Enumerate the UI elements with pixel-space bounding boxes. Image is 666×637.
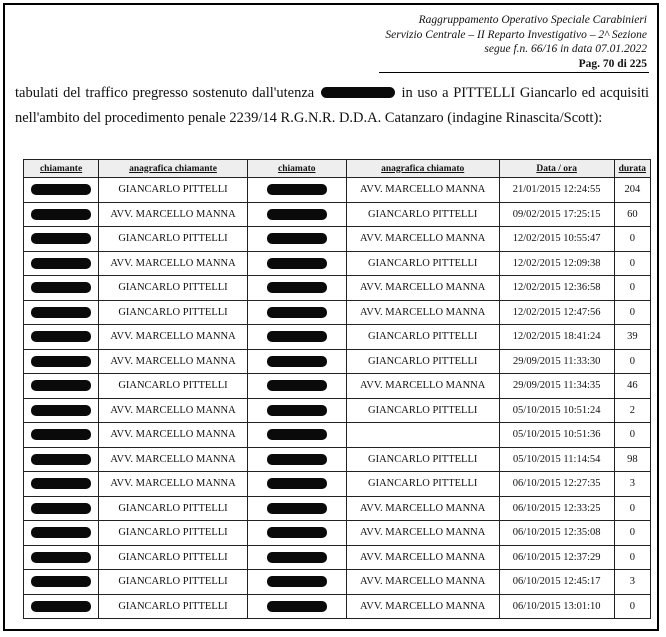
cell-durata: 0	[614, 227, 650, 252]
cell-data-ora: 29/09/2015 11:33:30	[499, 349, 614, 374]
cell-data-ora: 06/10/2015 12:37:29	[499, 545, 614, 570]
cell-durata: 0	[614, 423, 650, 448]
table-row	[24, 325, 651, 350]
redaction-mark	[267, 233, 327, 244]
table-row	[24, 374, 651, 399]
table-row	[24, 178, 651, 203]
cell-data-ora: 06/10/2015 12:35:08	[499, 521, 614, 546]
cell-anagrafica-chiamante: AVV. MARCELLO MANNA	[99, 447, 248, 472]
redaction-mark	[31, 233, 91, 244]
redaction-mark	[31, 331, 91, 342]
cell-chiamato	[247, 374, 346, 399]
cell-chiamante	[24, 251, 99, 276]
cell-chiamante	[24, 594, 99, 619]
cell-anagrafica-chiamante: AVV. MARCELLO MANNA	[99, 325, 248, 350]
cell-durata: 0	[614, 300, 650, 325]
redaction-mark	[31, 184, 91, 195]
redaction-mark	[31, 380, 91, 391]
cell-anagrafica-chiamante: GIANCARLO PITTELLI	[99, 545, 248, 570]
cell-data-ora: 12/02/2015 12:09:38	[499, 251, 614, 276]
cell-chiamato	[247, 545, 346, 570]
cell-chiamante	[24, 496, 99, 521]
redaction-mark	[31, 601, 91, 612]
redaction-mark	[267, 258, 327, 269]
cell-anagrafica-chiamato: AVV. MARCELLO MANNA	[346, 227, 499, 252]
header-line-3: segue f.n. 66/16 in data 07.01.2022	[484, 43, 647, 55]
cell-data-ora: 12/02/2015 18:41:24	[499, 325, 614, 350]
cell-anagrafica-chiamante: GIANCARLO PITTELLI	[99, 178, 248, 203]
col-header-anagrafica-chiamato: anagrafica chiamato	[346, 160, 499, 178]
cell-chiamante	[24, 423, 99, 448]
cell-chiamato	[247, 227, 346, 252]
redaction-mark	[31, 503, 91, 514]
redaction-mark	[267, 282, 327, 293]
cell-chiamato	[247, 178, 346, 203]
redaction-mark	[267, 356, 327, 367]
redaction-mark	[267, 429, 327, 440]
cell-durata: 3	[614, 472, 650, 497]
redaction-mark	[31, 258, 91, 269]
cell-chiamato	[247, 325, 346, 350]
cell-chiamante	[24, 447, 99, 472]
calls-table	[23, 159, 651, 619]
cell-anagrafica-chiamante: GIANCARLO PITTELLI	[99, 374, 248, 399]
redaction-mark	[267, 601, 327, 612]
cell-chiamante	[24, 227, 99, 252]
header-line-1: Raggruppamento Operativo Speciale Carabinieri	[418, 14, 647, 26]
redaction-mark	[31, 576, 91, 587]
col-header-data-ora: Data / ora	[499, 160, 614, 178]
cell-anagrafica-chiamante: AVV. MARCELLO MANNA	[99, 423, 248, 448]
document-header	[385, 13, 647, 71]
redaction-mark	[267, 184, 327, 195]
cell-anagrafica-chiamante: AVV. MARCELLO MANNA	[99, 398, 248, 423]
cell-data-ora: 06/10/2015 12:33:25	[499, 496, 614, 521]
cell-chiamante	[24, 545, 99, 570]
cell-chiamato	[247, 349, 346, 374]
redaction-mark	[267, 552, 327, 563]
cell-anagrafica-chiamato: GIANCARLO PITTELLI	[346, 349, 499, 374]
cell-anagrafica-chiamato: GIANCARLO PITTELLI	[346, 447, 499, 472]
table-header-row	[24, 160, 651, 178]
cell-chiamato	[247, 202, 346, 227]
redaction-mark	[31, 454, 91, 465]
cell-chiamato	[247, 594, 346, 619]
cell-anagrafica-chiamante: GIANCARLO PITTELLI	[99, 521, 248, 546]
header-divider	[379, 72, 649, 73]
col-header-anagrafica-chiamante: anagrafica chiamante	[99, 160, 248, 178]
cell-anagrafica-chiamato: AVV. MARCELLO MANNA	[346, 496, 499, 521]
cell-anagrafica-chiamante: AVV. MARCELLO MANNA	[99, 202, 248, 227]
cell-anagrafica-chiamante: GIANCARLO PITTELLI	[99, 570, 248, 595]
cell-anagrafica-chiamante: AVV. MARCELLO MANNA	[99, 349, 248, 374]
redaction-mark	[31, 478, 91, 489]
cell-anagrafica-chiamante: GIANCARLO PITTELLI	[99, 594, 248, 619]
cell-data-ora: 12/02/2015 10:55:47	[499, 227, 614, 252]
cell-chiamante	[24, 276, 99, 301]
cell-data-ora: 12/02/2015 12:47:56	[499, 300, 614, 325]
table-row	[24, 423, 651, 448]
redaction-mark	[31, 282, 91, 293]
cell-data-ora: 09/02/2015 17:25:15	[499, 202, 614, 227]
table-row	[24, 227, 651, 252]
cell-durata: 0	[614, 349, 650, 374]
redaction-mark	[31, 552, 91, 563]
cell-durata: 2	[614, 398, 650, 423]
cell-chiamato	[247, 472, 346, 497]
cell-chiamato	[247, 398, 346, 423]
col-header-durata: durata	[614, 160, 650, 178]
cell-anagrafica-chiamato: GIANCARLO PITTELLI	[346, 472, 499, 497]
table-row	[24, 202, 651, 227]
redaction-mark	[31, 429, 91, 440]
cell-durata: 0	[614, 521, 650, 546]
cell-anagrafica-chiamante: GIANCARLO PITTELLI	[99, 496, 248, 521]
cell-anagrafica-chiamante: GIANCARLO PITTELLI	[99, 276, 248, 301]
table-row	[24, 521, 651, 546]
redaction-mark	[267, 478, 327, 489]
cell-durata: 0	[614, 251, 650, 276]
cell-anagrafica-chiamato: GIANCARLO PITTELLI	[346, 398, 499, 423]
cell-durata: 98	[614, 447, 650, 472]
cell-anagrafica-chiamato: AVV. MARCELLO MANNA	[346, 521, 499, 546]
cell-data-ora: 06/10/2015 12:27:35	[499, 472, 614, 497]
cell-anagrafica-chiamato	[346, 423, 499, 448]
cell-chiamante	[24, 325, 99, 350]
cell-durata: 46	[614, 374, 650, 399]
cell-anagrafica-chiamato: AVV. MARCELLO MANNA	[346, 300, 499, 325]
cell-durata: 39	[614, 325, 650, 350]
cell-anagrafica-chiamato: AVV. MARCELLO MANNA	[346, 594, 499, 619]
cell-durata: 0	[614, 496, 650, 521]
cell-data-ora: 05/10/2015 10:51:36	[499, 423, 614, 448]
cell-chiamante	[24, 521, 99, 546]
table-row	[24, 349, 651, 374]
header-line-2: Servizio Centrale – II Reparto Investigativo – 2^ Sezione	[385, 28, 647, 41]
cell-anagrafica-chiamato: GIANCARLO PITTELLI	[346, 325, 499, 350]
cell-chiamato	[247, 447, 346, 472]
cell-chiamato	[247, 496, 346, 521]
cell-data-ora: 21/01/2015 12:24:55	[499, 178, 614, 203]
cell-data-ora: 06/10/2015 12:45:17	[499, 570, 614, 595]
table-row	[24, 276, 651, 301]
cell-anagrafica-chiamato: AVV. MARCELLO MANNA	[346, 178, 499, 203]
table-row	[24, 496, 651, 521]
redaction-mark	[31, 405, 91, 416]
cell-anagrafica-chiamato: AVV. MARCELLO MANNA	[346, 374, 499, 399]
cell-data-ora: 05/10/2015 11:14:54	[499, 447, 614, 472]
table-row	[24, 594, 651, 619]
cell-chiamante	[24, 374, 99, 399]
redaction-mark	[31, 356, 91, 367]
cell-anagrafica-chiamato: GIANCARLO PITTELLI	[346, 251, 499, 276]
redaction-mark	[321, 87, 395, 98]
cell-anagrafica-chiamato: AVV. MARCELLO MANNA	[346, 545, 499, 570]
cell-anagrafica-chiamante: GIANCARLO PITTELLI	[99, 300, 248, 325]
intro-text-part-1: tabulati del traffico pregresso sostenuto dall'utenza	[15, 85, 315, 101]
cell-data-ora: 29/09/2015 11:34:35	[499, 374, 614, 399]
cell-chiamato	[247, 300, 346, 325]
redaction-mark	[267, 307, 327, 318]
table-row	[24, 545, 651, 570]
redaction-mark	[267, 331, 327, 342]
table-row	[24, 300, 651, 325]
cell-chiamato	[247, 251, 346, 276]
table-row	[24, 398, 651, 423]
page-number: Pag. 70 di 225	[578, 57, 647, 70]
cell-anagrafica-chiamante: AVV. MARCELLO MANNA	[99, 251, 248, 276]
document-page	[3, 3, 659, 631]
cell-chiamato	[247, 521, 346, 546]
redaction-mark	[267, 209, 327, 220]
cell-durata: 0	[614, 594, 650, 619]
table-row	[24, 447, 651, 472]
table-row	[24, 570, 651, 595]
cell-chiamante	[24, 178, 99, 203]
table-row	[24, 251, 651, 276]
cell-durata: 60	[614, 202, 650, 227]
col-header-chiamato: chiamato	[247, 160, 346, 178]
redaction-mark	[31, 209, 91, 220]
cell-durata: 0	[614, 545, 650, 570]
cell-durata: 3	[614, 570, 650, 595]
cell-chiamante	[24, 202, 99, 227]
cell-chiamante	[24, 398, 99, 423]
cell-chiamante	[24, 570, 99, 595]
intro-text-part-2: in uso a PITTELLI Giancarlo ed acquisiti nell'ambito del procedimento penale 2239/14 R.G.N.R. D.D.A. Catanzaro (indagine Rinascita/Scott):	[15, 85, 650, 126]
redaction-mark	[31, 527, 91, 538]
redaction-mark	[267, 380, 327, 391]
cell-anagrafica-chiamante: GIANCARLO PITTELLI	[99, 227, 248, 252]
cell-anagrafica-chiamante: AVV. MARCELLO MANNA	[99, 472, 248, 497]
redaction-mark	[267, 454, 327, 465]
cell-chiamato	[247, 276, 346, 301]
redaction-mark	[267, 576, 327, 587]
cell-chiamante	[24, 472, 99, 497]
intro-paragraph	[15, 81, 649, 131]
cell-durata: 0	[614, 276, 650, 301]
cell-data-ora: 05/10/2015 10:51:24	[499, 398, 614, 423]
col-header-chiamante: chiamante	[24, 160, 99, 178]
cell-anagrafica-chiamato: AVV. MARCELLO MANNA	[346, 276, 499, 301]
cell-chiamato	[247, 570, 346, 595]
redaction-mark	[31, 307, 91, 318]
cell-data-ora: 06/10/2015 13:01:10	[499, 594, 614, 619]
redaction-mark	[267, 503, 327, 514]
cell-chiamante	[24, 300, 99, 325]
cell-chiamato	[247, 423, 346, 448]
cell-data-ora: 12/02/2015 12:36:58	[499, 276, 614, 301]
cell-anagrafica-chiamato: AVV. MARCELLO MANNA	[346, 570, 499, 595]
redaction-mark	[267, 405, 327, 416]
redaction-mark	[267, 527, 327, 538]
cell-chiamante	[24, 349, 99, 374]
table-row	[24, 472, 651, 497]
cell-anagrafica-chiamato: GIANCARLO PITTELLI	[346, 202, 499, 227]
cell-durata: 204	[614, 178, 650, 203]
